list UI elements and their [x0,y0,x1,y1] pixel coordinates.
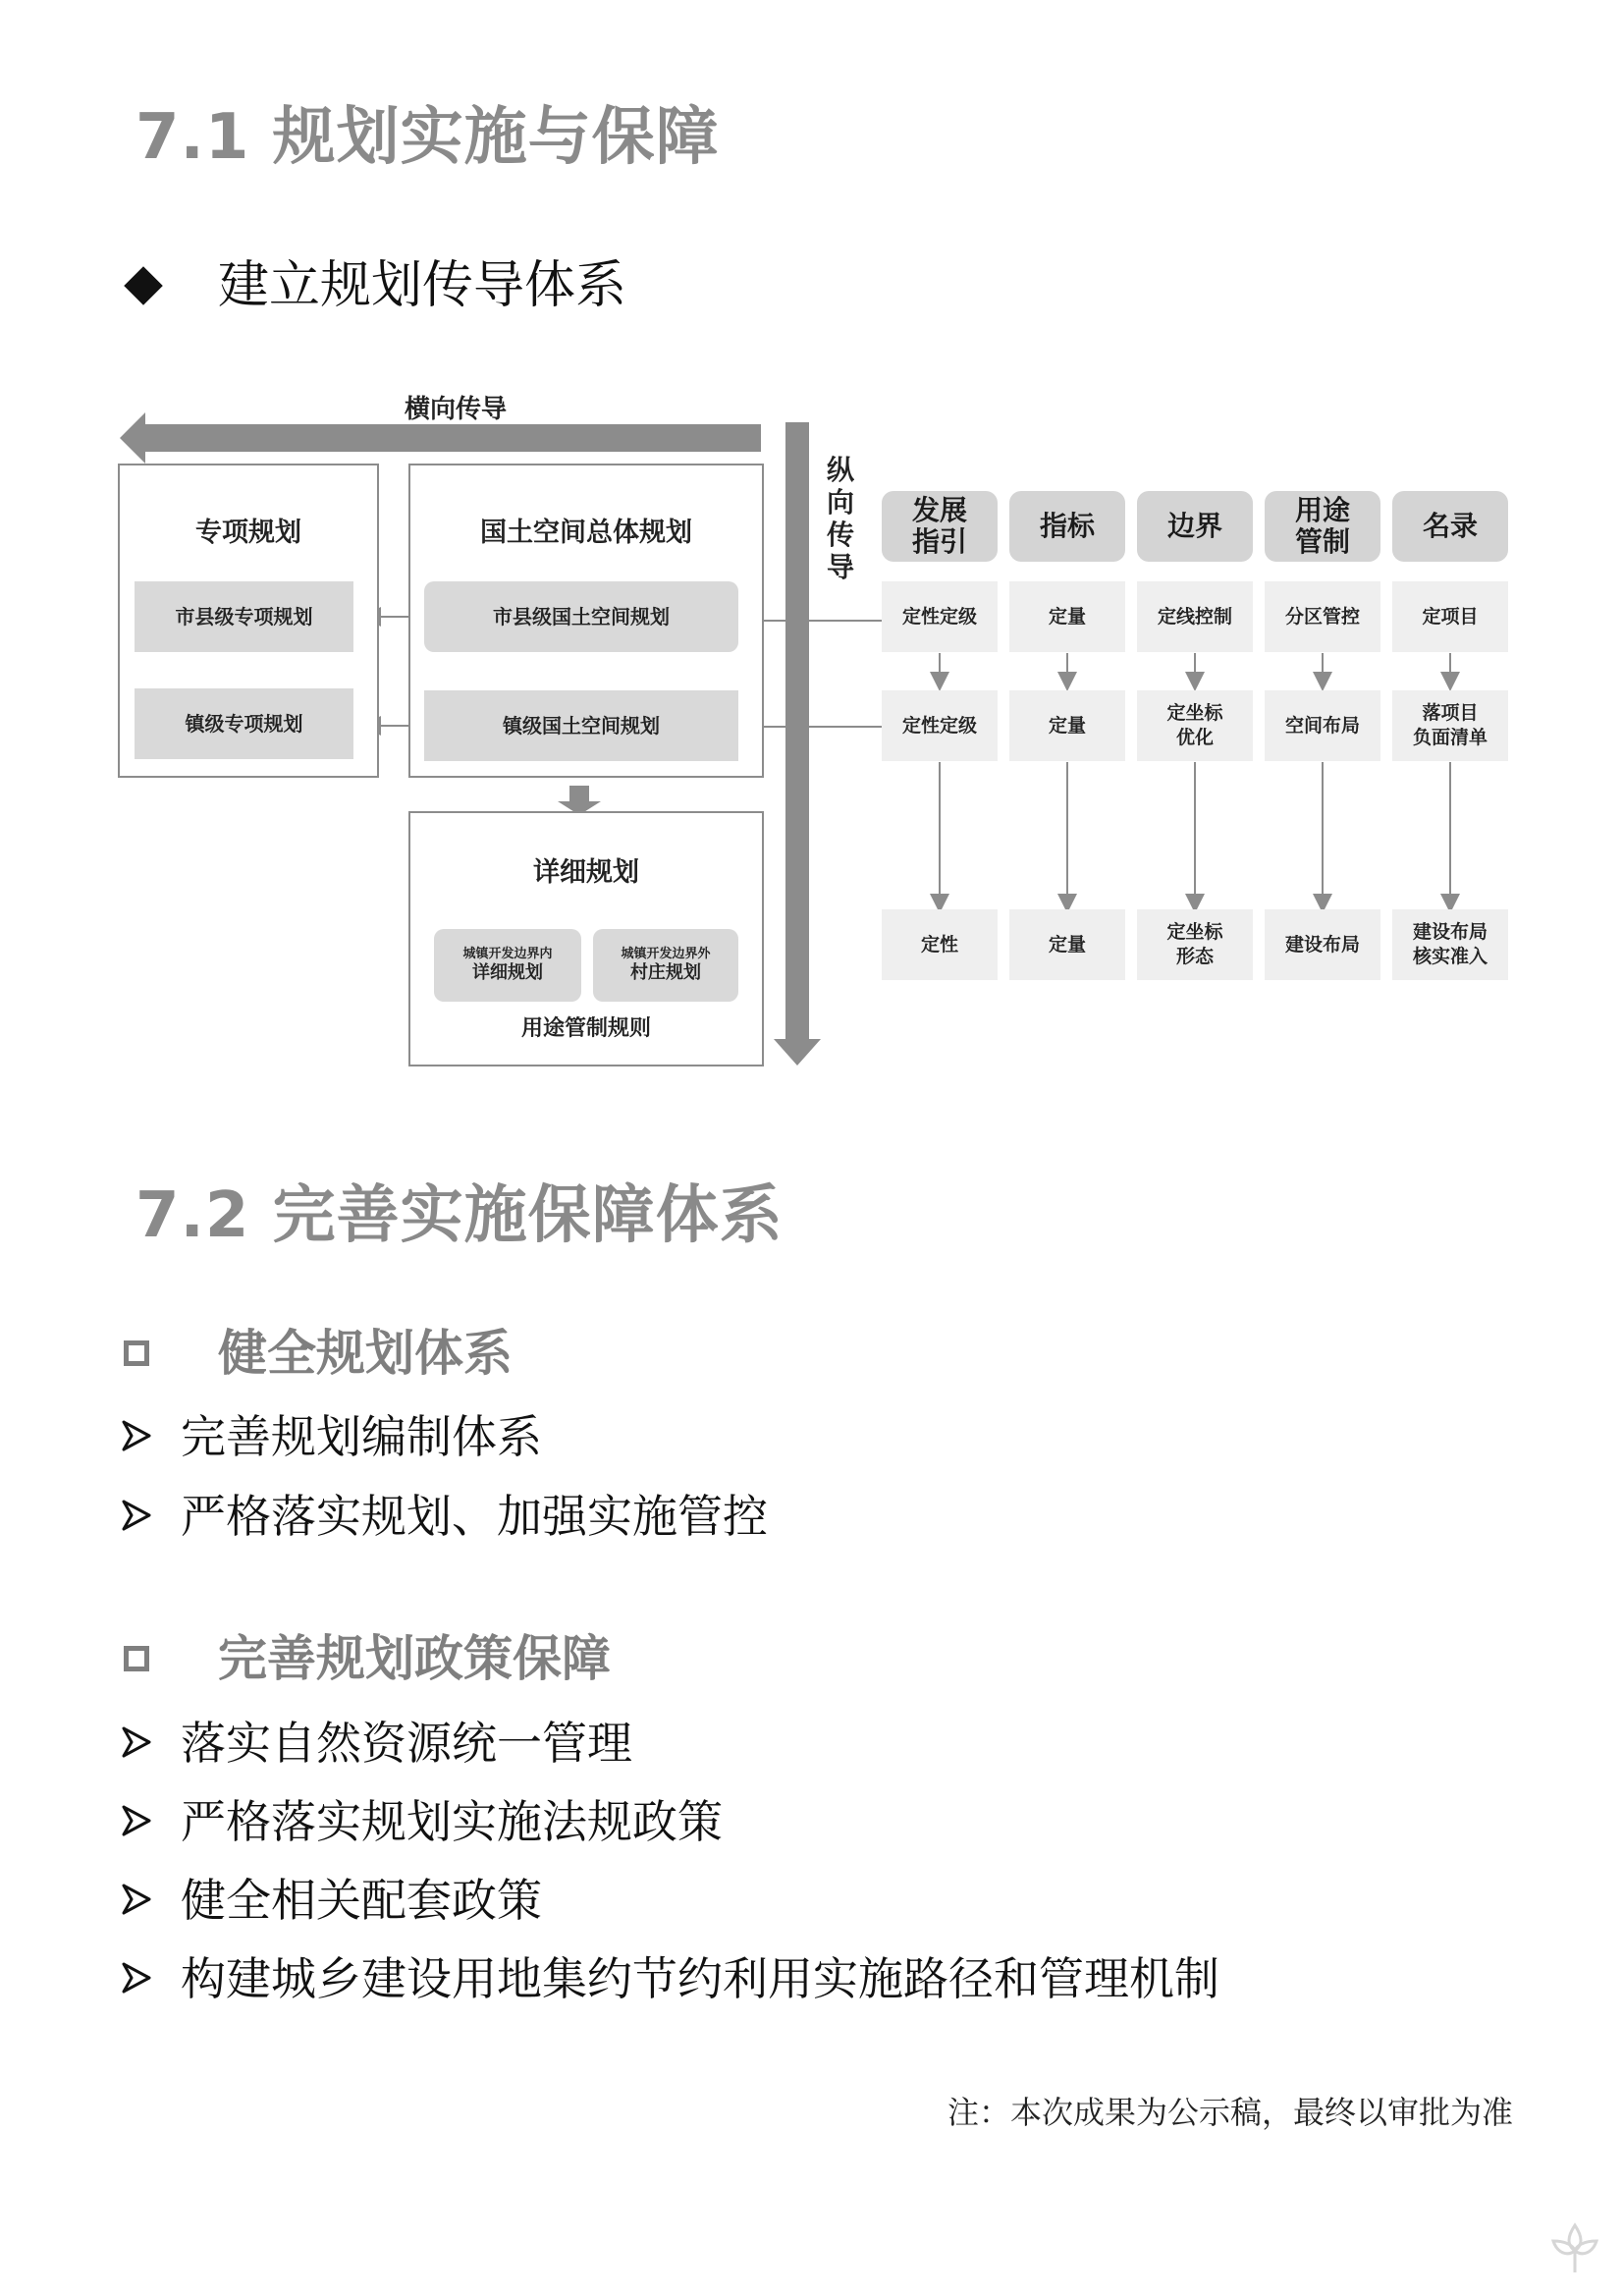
cell-r1-c2: 定量 [1009,581,1125,652]
use-control-rules: 用途管制规则 [520,1016,651,1041]
detailed-plan-title: 详细规划 [533,857,639,888]
cell-r3-c4: 建设布局 [1265,909,1380,980]
group-title-policy-guarantee: 完善规划政策保障 [218,1630,611,1687]
list-item: 构建城乡建设用地集约节约利用实施路径和管理机制 [181,1952,1219,2005]
section-heading-7-1: 7.1 规划实施与保障 [135,101,720,174]
list-item: 完善规划编制体系 [181,1410,542,1463]
cell-r3-c2: 定量 [1009,909,1125,980]
square-bullet-icon [124,1646,149,1671]
watermark-logo-icon [1543,2217,1606,2280]
subheading-transmission-system: 建立规划传导体系 [218,256,627,315]
horizontal-transmission-label: 横向传导 [404,395,507,424]
cell-r3-c5: 建设布局 核实准入 [1392,909,1508,980]
list-item: 严格落实规划、加强实施管控 [181,1490,768,1543]
header-boundary: 边界 [1137,491,1253,562]
town-special-plan: 镇级专项规划 [135,688,353,759]
cell-r2-c3: 定坐标 优化 [1137,690,1253,761]
disclaimer-note: 注：本次成果为公示稿，最终以审批为准 [947,2094,1513,2131]
special-plan-title: 专项规划 [195,518,301,548]
cell-r2-c4: 空间布局 [1265,690,1380,761]
cell-r2-c2: 定量 [1009,690,1125,761]
list-item: 健全相关配套政策 [181,1874,542,1927]
vertical-transmission-label: 纵 向 传 导 [826,454,854,583]
section-heading-7-2: 7.2 完善实施保障体系 [135,1179,784,1252]
cell-r1-c4: 分区管控 [1265,581,1380,652]
list-item: 落实自然资源统一管理 [181,1717,632,1770]
county-master-plan: 市县级国土空间规划 [424,581,738,652]
master-plan-title: 国土空间总体规划 [480,518,692,548]
arrow-bullet-icon [122,1805,151,1836]
vertical-transmission-arrow [774,422,821,1066]
header-use-control: 用途 管制 [1265,491,1380,562]
town-master-plan: 镇级国土空间规划 [424,690,738,761]
arrow-bullet-icon [122,1884,151,1915]
arrow-bullet-icon [122,1962,151,1994]
cell-r2-c1: 定性定级 [882,690,998,761]
county-special-plan: 市县级专项规划 [135,581,353,652]
header-indicator: 指标 [1009,491,1125,562]
arrow-bullet-icon [122,1500,151,1531]
arrow-bullet-icon [122,1420,151,1451]
header-development-guidance: 发展 指引 [882,491,998,562]
village-plan: 城镇开发边界外 村庄规划 [593,929,738,1002]
cell-r1-c3: 定线控制 [1137,581,1253,652]
cell-r3-c1: 定性 [882,909,998,980]
square-bullet-icon [124,1340,149,1366]
cell-r3-c3: 定坐标 形态 [1137,909,1253,980]
cell-r2-c5: 落项目 负面清单 [1392,690,1508,761]
cell-r1-c1: 定性定级 [882,581,998,652]
planning-transmission-diagram [0,0,1623,1080]
list-item: 严格落实规划实施法规政策 [181,1795,723,1848]
header-list: 名录 [1392,491,1508,562]
arrow-bullet-icon [122,1726,151,1758]
group-title-planning-system: 健全规划体系 [218,1325,513,1382]
cell-r1-c5: 定项目 [1392,581,1508,652]
inner-detailed-plan: 城镇开发边界内 详细规划 [434,929,581,1002]
